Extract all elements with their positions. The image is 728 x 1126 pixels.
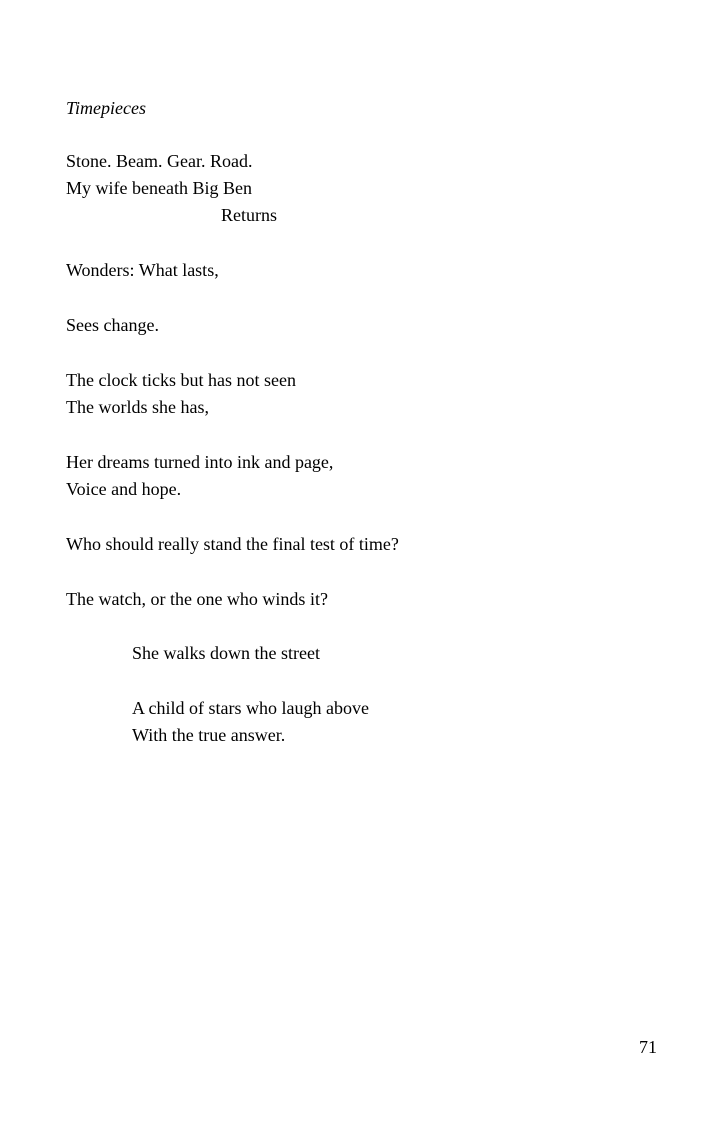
poem-line: Returns [221,205,277,225]
poem-title: Timepieces [66,98,146,118]
poem-line: The clock ticks but has not seen [66,370,296,390]
page-number: 71 [639,1037,657,1057]
poem-line: The watch, or the one who winds it? [66,589,328,609]
poem-line: She walks down the street [132,643,320,663]
poem-line: Stone. Beam. Gear. Road. [66,151,253,171]
poem-line: Voice and hope. [66,479,182,499]
poem-line: The worlds she has, [66,397,209,417]
poem-line: Sees change. [66,315,159,335]
poem-line: Her dreams turned into ink and page, [66,452,334,472]
poem-line: Who should really stand the final test of time? [66,534,399,554]
poem-line: My wife beneath Big Ben [66,178,252,198]
poem-line: Wonders: What lasts, [66,260,219,280]
poem-line: With the true answer. [132,725,286,745]
poem-line: A child of stars who laugh above [132,698,369,718]
